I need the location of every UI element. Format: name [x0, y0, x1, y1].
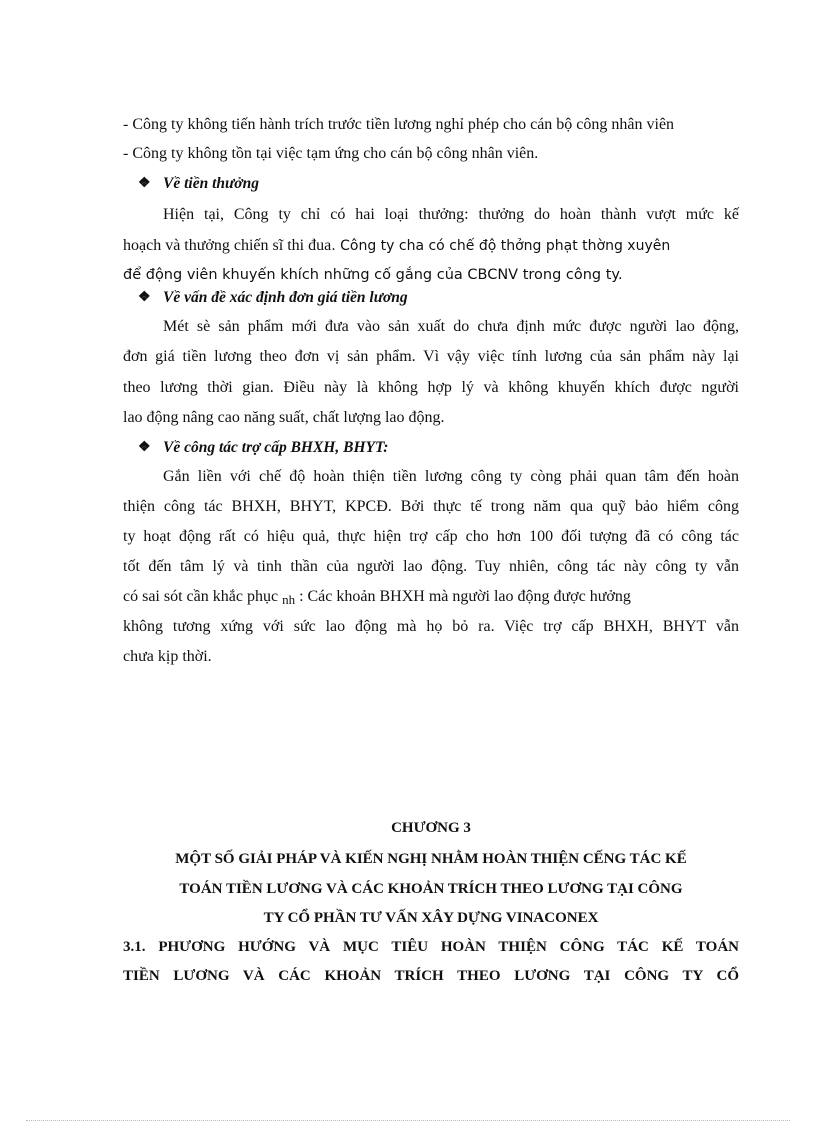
section-title: 3.1. PHƯƠNG HƯỚNG VÀ MỤC TIÊU HOÀN THIỆN CÔNG TÁC KẾ TOÁN — [123, 939, 739, 955]
text-line: - Công ty không tồn tại việc tạm ứng cho cán bộ công nhân viên. — [123, 145, 539, 162]
paragraph-line: thiện công tác BHXH, BHYT, KPCĐ. Bởi thực tế trong năm qua quỹ bảo hiểm công — [123, 498, 739, 515]
paragraph-line: Mét sè sản phẩm mới đưa vào sản xuất do chưa định mức được người lao động, — [163, 318, 739, 335]
paragraph-line — [123, 587, 739, 607]
section-heading-text: Về vấn đề xác định đơn giá tiền lương — [163, 289, 408, 306]
paragraph-text: : Các khoản BHXH mà người lao động được hưởng — [295, 588, 631, 605]
paragraph-text: nh — [282, 592, 296, 607]
section-heading-text: Về công tác trợ cấp BHXH, BHYT — [163, 439, 384, 456]
section-heading — [138, 288, 723, 308]
section-heading — [138, 438, 723, 458]
section-heading-text: Về tiền thưởng — [163, 175, 259, 192]
page-footer-divider — [26, 1120, 790, 1121]
text-line: - Công ty không tiến hành trích trước tiền lương nghỉ phép cho cán bộ công nhân viên — [123, 116, 675, 133]
paragraph-line: Gắn liền với chế độ hoàn thiện tiền lương công ty còng phải quan tâm đến hoàn — [163, 468, 739, 485]
paragraph-text: . Công ty cha có chế độ thởng phạt thờng xuyên — [331, 238, 671, 254]
paragraph-line: tốt đến tâm lý và tinh thần của người lao động. Tuy nhiên, công tác này công ty vẫn — [123, 558, 739, 575]
paragraph-line — [123, 236, 739, 256]
paragraph-line: để động viên khuyến khích những cố gắng của CBCNV trong công ty. — [123, 267, 623, 283]
paragraph-line: ty hoạt động rất có hiệu quả, thực hiện trợ cấp cho hơn 100 đối tượng đã có công tác — [123, 528, 739, 545]
chapter-title: MỘT SỐ GIẢI PHÁP VÀ KIẾN NGHỊ NHẰM HOÀN THIỆN CẾNG TÁC KẾ — [175, 851, 687, 867]
paragraph-text: hoạch và thưởng chiến sĩ thi đua — [123, 237, 332, 254]
paragraph-line: Hiện tại, Công ty chỉ có hai loại thưởng: thưởng do hoàn thành vượt mức kế — [163, 206, 739, 223]
section-title: TIỀN LƯƠNG VÀ CÁC KHOẢN TRÍCH THEO LƯƠNG TẠI CÔNG TY CỔ — [123, 968, 739, 984]
section-heading — [138, 174, 723, 194]
paragraph-line: không tương xứng với sức lao động mà họ bỏ ra. Việc trợ cấp BHXH, BHYT vẫn — [123, 618, 739, 635]
paragraph-line: lao động nâng cao năng suất, chất lượng lao động. — [123, 409, 445, 426]
paragraph-text: có sai sót cần khắc phục — [123, 588, 279, 605]
heading-tail: : — [383, 439, 389, 456]
paragraph-line: đơn giá tiền lương theo đơn vị sản phẩm. Vì vậy việc tính lương của sản phẩm này lại — [123, 348, 739, 365]
diamond-bullet-icon: ❖ — [138, 290, 151, 305]
paragraph-line: theo lương thời gian. Điều này là không hợp lý và không khuyến khích được người — [123, 379, 739, 396]
chapter-label: CHƯƠNG 3 — [391, 820, 471, 836]
diamond-bullet-icon: ❖ — [138, 176, 151, 191]
paragraph-line: chưa kịp thời. — [123, 648, 212, 665]
diamond-bullet-icon: ❖ — [138, 440, 151, 455]
chapter-title: TY CỔ PHẦN TƯ VẤN XÂY DỰNG VINACONEX — [263, 910, 599, 926]
chapter-title: TOÁN TIỀN LƯƠNG VÀ CÁC KHOẢN TRÍCH THEO LƯƠNG TẠI CÔNG — [179, 881, 683, 897]
